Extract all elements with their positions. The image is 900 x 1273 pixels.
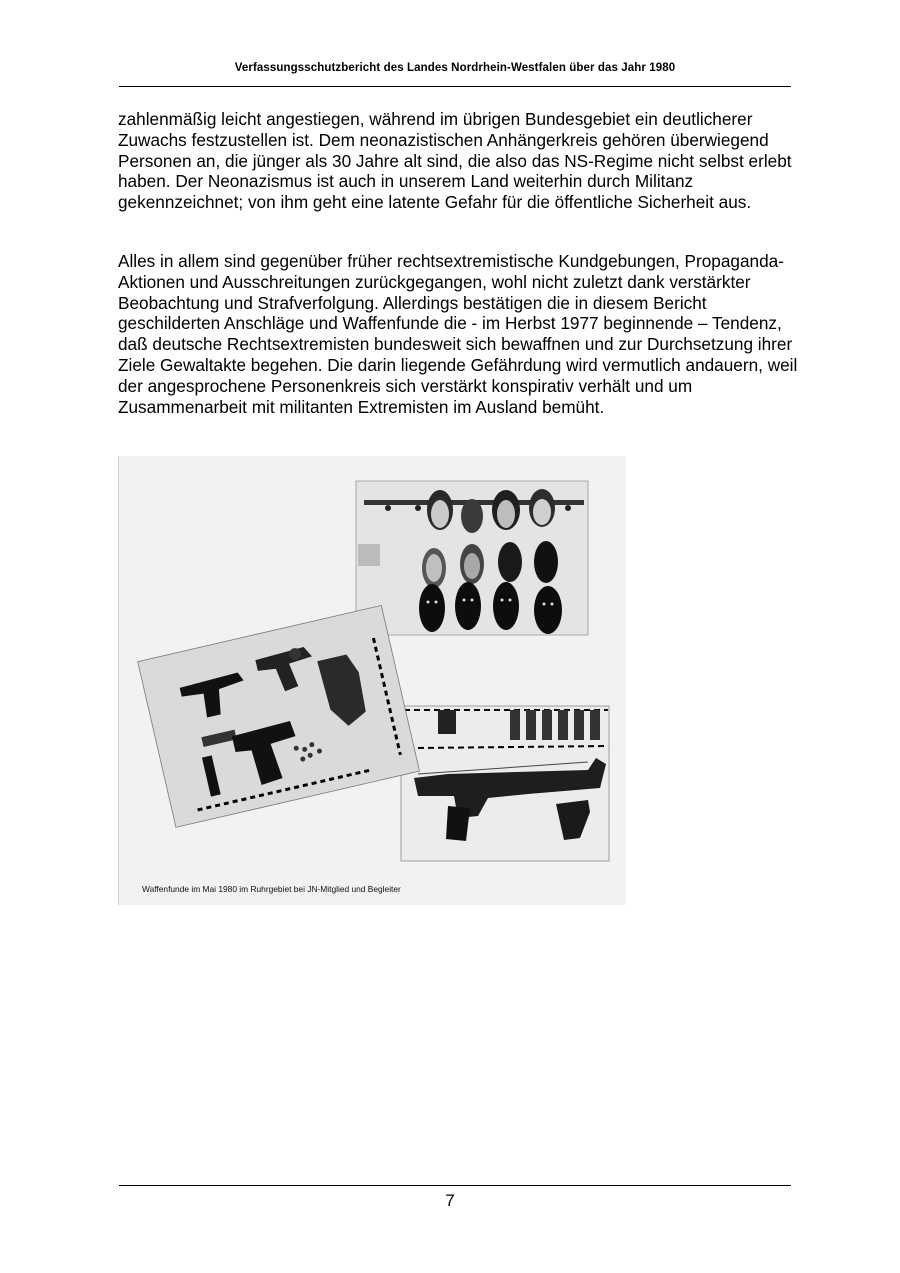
page-header: Verfassungsschutzbericht des Landes Nordrhein-Westfalen über das Jahr 1980 [234,62,676,74]
page-number: 7 [445,1191,455,1210]
body-paragraph-1: zahlenmäßig leicht angestiegen, während im übrigen Bundesgebiet ein deutlicherer Zuwachs festzustellen ist. Dem neonazistischen Anhängerkreis gehören überwiegend Personen an, die jünger als 30 Jahre alt sind, die also das NS-Regime nicht selbst erlebt haben. Der Neonazismus ist auch in unserem Land weiterhin durch Militanz gekennzeichnet; von ihm geht eine latente Gefahr für die öffentliche Sicherheit aus. [118,109,792,213]
figure-caption: Waffenfunde im Mai 1980 im Ruhrgebiet bei JN-Mitglied und Begleiter [142,884,401,894]
pistols-photo [138,605,420,827]
submachine-gun-photo [401,706,609,861]
body-paragraph-2: Alles in allem sind gegenüber früher rechtsextremistische Kundgebungen, Propaganda-Aktionen und Ausschreitungen zurückgegangen, wohl nicht zuletzt dank verstärkter Beobachtung und Strafverfolgung. Allerdings bestätigen die in diesem Bericht geschilderten Anschläge und Waffenfunde die - im Herbst 1977 beginnende – Tendenz, daß deutsche Rechtsextremisten bundesweit sich bewaffnen und zur Durchsetzung ihrer Ziele Gewaltakte begehen. Die darin liegende Gefährdung wird vermutlich andauern, weil der angesprochene Personenkreis sich verstärkt konspirativ verhält und um Zusammenarbeit mit militanten Extremisten im Ausland bemüht. [118,251,798,417]
header-rule [119,86,791,87]
footer-rule [119,1185,791,1186]
weapons-photo-figure [118,456,626,905]
masks-photo [356,481,588,635]
photo-collage [118,456,626,905]
